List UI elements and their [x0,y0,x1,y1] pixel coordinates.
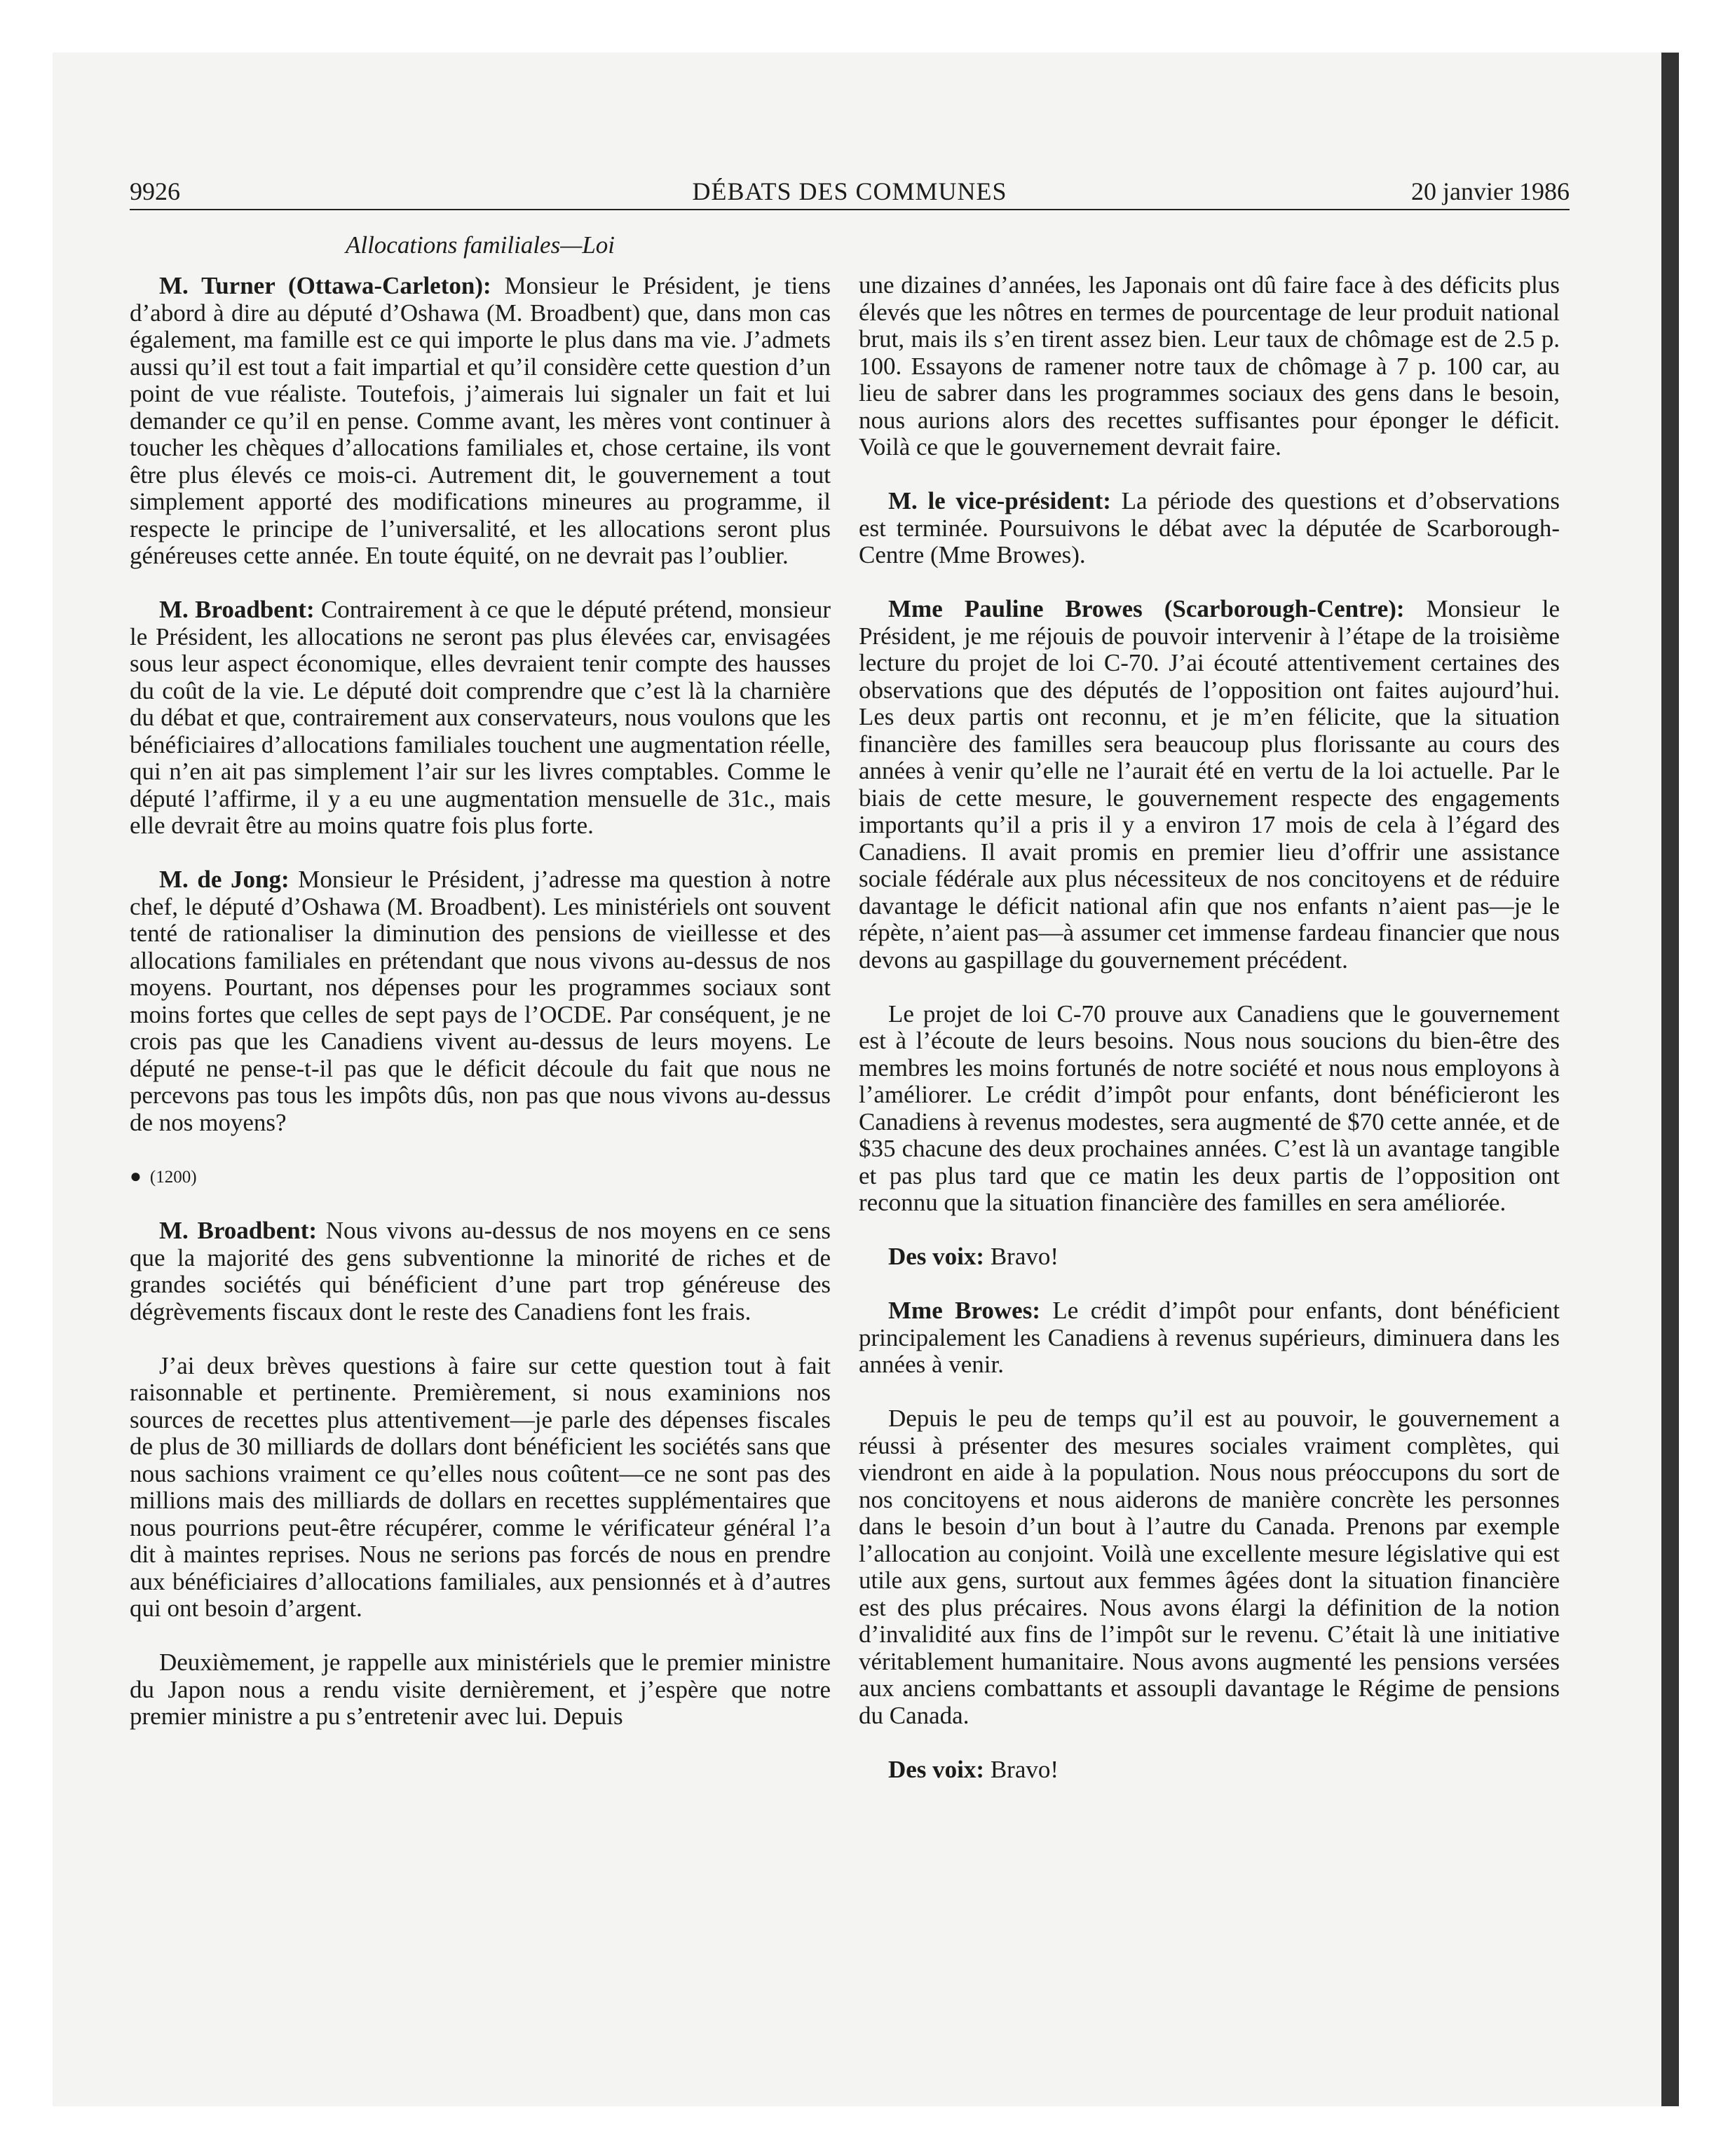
speech-text: Monsieur le Président, je tiens d’abord à dire au député d’Oshawa (M. Broadbent) que, dans mon cas également, ma famille est ce qui importe le plus dans ma vie. J’admets aussi qu’il est tout a fait impartial et qu’il considère cette question d’un point de vue réaliste. Toutefois, j’aimerais lui signaler un fait et lui demander ce qu’il en pense. Comme avant, les mères vont continuer à toucher les chèques d’allocations familiales et, chose certaine, ils vont être plus élevés ce mois-ci. Autrement dit, le gouvernement a tout simplement apporté des modifications mineures au programme, il respecte le principe de l’universalité, et les allocations seront plus généreuses cette année. En toute équité, on ne devrait pas l’oublier. [130,272,831,569]
speaker-name: Des voix: [888,1243,985,1270]
speech-text: Monsieur le Président, j’adresse ma question à notre chef, le député d’Oshawa (M. Broadbent). Les ministériels ont souvent tenté de rationaliser la diminution des pensions de vieillesse et des allocations familiales en prétendant que nous vivons au-dessus de nos moyens. Pourtant, nos dépenses pour les programmes sociaux sont moins fortes que celles de sept pays de l’OCDE. Par conséquent, je ne crois pas que les Canadiens vivent au-dessus de leurs moyens. Le député ne pense-t-il pas que le déficit découle du fait que nous ne percevons pas tous les impôts dûs, non pas que nous vivons au-dessus de nos moyens? [130,866,831,1136]
speaker-name: Mme Browes: [888,1297,1040,1324]
time-marker [130,1164,831,1191]
paragraph [130,273,831,570]
speech-text: J’ai deux brèves questions à faire sur cette question tout à fait raisonnable et pertinente. Premièrement, si nous examinions nos sources de recettes plus attentivement—je parle des dépenses fiscales de plus de 30 milliards de dollars dont bénéficient les sociétés sans que nous sachions vraiment ce qu’elles nous coûtent—ce ne sont pas des millions mais des milliards de dollars en recettes supplémentaires que nous pourrions peut-être récupérer, comme le vérificateur général l’a dit à maintes reprises. Nous ne serions pas forcés de nous en prendre aux bénéficiaires d’allocations familiales, aux pensionnés et à d’autres qui ont besoin d’argent. [130,1351,831,1622]
paragraph [859,1297,1560,1379]
speech-text: une dizaines d’années, les Japonais ont dû faire face à des déficits plus élevés que les nôtres en termes de pourcentage de leur produit national brut, mais ils s’en tirent assez bien. Leur taux de chômage est de 2.5 p. 100. Essayons de ramener notre taux de chômage à 7 p. 100 car, au lieu de sabrer dans les programmes sociaux des gens dans le besoin, nous aurions alors des recettes suffisantes pour éponger le déficit. Voilà ce que le gouvernement devrait faire. [859,271,1560,460]
scan-edge-bar [1661,53,1679,2106]
speech-text: La période des questions et d’observations est terminée. Poursuivons le débat avec la députée de Scarborough-Centre (Mme Browes). [859,487,1560,568]
speaker-name: M. de Jong: [159,866,290,893]
right-column [859,272,1560,1810]
speech-text: Bravo! [990,1755,1059,1783]
section-title: Allocations familiales—Loi [345,231,615,259]
speaker-name: M. Turner (Ottawa-Carleton): [159,272,491,299]
paragraph [859,1756,1560,1784]
speech-text: Depuis le peu de temps qu’il est au pouvoir, le gouvernement a réussi à présenter des mesures sociales vraiment complètes, qui viendront en aide à la population. Nous nous préoccupons du sort de nos concitoyens et nous aiderons de manière concrète les personnes dans le besoin d’un bout à l’autre du Canada. Prenons par exemple l’allocation au conjoint. Voilà une excellente mesure législative qui est utile aux gens, surtout aux femmes âgées dont la situation financière est des plus précaires. Nous avons élargi la définition de la notion d’invalidité aux fins de l’impôt sur le revenu. C’était là une initiative véritablement humanitaire. Nous avons augmenté les pensions versées aux anciens combattants et assoupli davantage le Régime de pensions du Canada. [859,1405,1560,1729]
speech-text: Monsieur le Président, je me réjouis de pouvoir intervenir à l’étape de la troisième lecture du projet de loi C-70. J’ai écouté attentivement certaines des observations que des députés de l’opposition ont faites aujourd’hui. Les deux partis ont reconnu, et je m’en félicite, que la situation financière des familles sera beaucoup plus florissante au cours des années à venir qu’elle ne l’aurait été en vertu de la loi actuelle. Par le biais de cette mesure, le gouvernement respecte des engagements importants qu’il a pris il y a environ 17 mois de cela à l’égard des Canadiens. Il avait promis en premier lieu d’offrir une assistance sociale fédérale aux plus nécessiteux de nos concitoyens et de réduire davantage le déficit national afin que nos enfants n’aient pas—je le répète, n’aient pas—à assumer cet immense fardeau financier que nous devons au gaspillage du gouvernement précédent. [859,595,1560,974]
paragraph [859,596,1560,974]
speaker-name: M. Broadbent: [159,596,315,623]
journal-title: DÉBATS DES COMMUNES [692,177,1007,205]
speaker-name: Des voix: [888,1755,985,1783]
speech-text: Contrairement à ce que le député prétend, monsieur le Président, les allocations ne seront pas plus élevées car, envisagées sous leur aspect économique, elles devraient tenir compte des hausses du coût de la vie. Le député doit comprendre que c’est là la charnière du débat et que, contrairement aux conservateurs, nous voulons que les bénéficiaires d’allocations familiales touchent une augmentation réelle, qui n’en ait pas simplement l’air sur les livres comptables. Comme le député l’affirme, il y a eu une augmentation mensuelle de 31c., mais elle devrait être au moins quatre fois plus forte. [130,596,831,839]
speech-text: Le crédit d’impôt pour enfants, dont bénéficient principalement les Canadiens à revenus supérieurs, diminuera dans les années à venir. [859,1297,1560,1378]
header-date: 20 janvier 1986 [1411,177,1570,205]
paragraph [859,1243,1560,1271]
speech-text: Bravo! [990,1243,1059,1270]
time-marker-text: (1200) [149,1167,197,1187]
speaker-name: M. le vice-président: [888,487,1111,514]
paragraph [859,1001,1560,1217]
page-number: 9926 [130,177,180,205]
speaker-name: M. Broadbent: [159,1217,318,1244]
speech-text: Le projet de loi C-70 prouve aux Canadiens que le gouvernement est à l’écoute de leurs besoins. Nous nous soucions du bien-être des membres les moins fortunés de notre société et nous nous employons à l’améliorer. Le crédit d’impôt pour enfants, dont bénéficieront les Canadiens à revenus modestes, sera augmenté de $70 cette année, et de $35 chacune des deux prochaines années. C’est là un avantage tangible et pas plus tard que ce matin les deux partis de l’opposition ont reconnu que la situation financière des familles en sera améliorée. [859,999,1560,1216]
paragraph [130,596,831,840]
running-header [130,174,1570,209]
speech-text: Nous vivons au-dessus de nos moyens en ce sens que la majorité des gens subventionne la minorité de riches et de grandes sociétés qui bénéficient d’une part trop généreuse des dégrèvements fiscaux dont le reste des Canadiens font les frais. [130,1217,831,1325]
bullet-icon: ● [130,1165,142,1187]
paragraph [859,488,1560,569]
paragraph [130,1353,831,1623]
paragraph [130,866,831,1136]
left-column [130,231,831,1757]
header-rule [130,209,1570,210]
paragraph [859,272,1560,461]
paragraph [859,1405,1560,1729]
speech-text: Deuxièmement, je rappelle aux ministériels que le premier ministre du Japon nous a rendu visite dernièrement, et j’espère que notre premier ministre a pu s’entretenir avec lui. Depuis [130,1649,831,1730]
paragraph [130,1217,831,1325]
speaker-name: Mme Pauline Browes (Scarborough-Centre): [888,595,1405,622]
paragraph [130,1649,831,1731]
